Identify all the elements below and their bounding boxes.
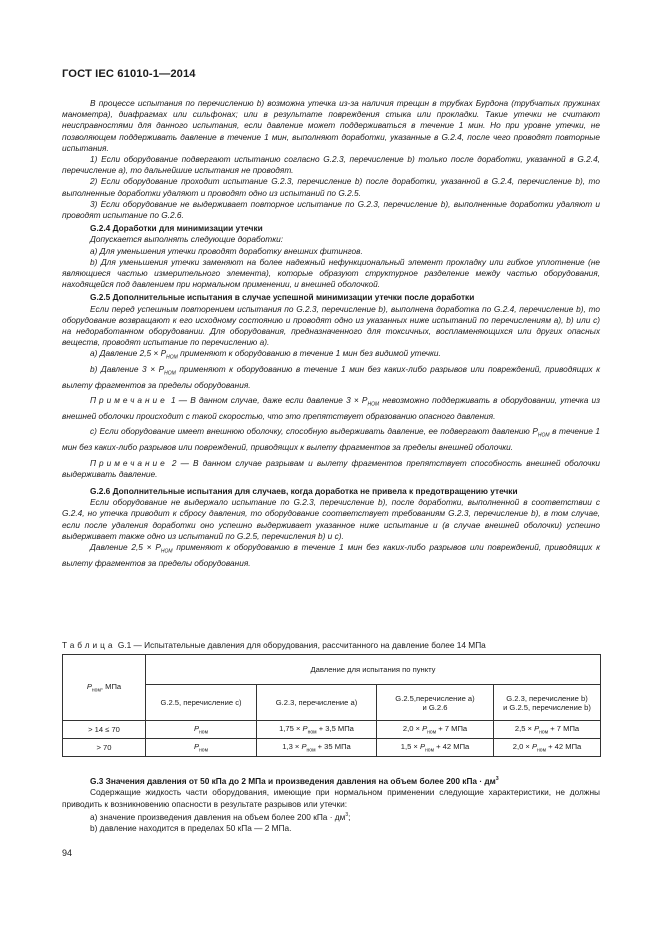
test-pressure-table xyxy=(62,654,601,757)
table-header-col-4: G.2.3, перечисление b) и G.2.5, перечисление b) xyxy=(494,685,601,721)
heading-g-2-5: G.2.5 Дополнительные испытания в случае успешной минимизации утечки после доработки xyxy=(90,292,475,303)
table-header-col-2: G.2.3, перечисление а) xyxy=(257,685,377,721)
paragraph-mod-b: b) Для уменьшения утечки заменяют на более надежный нефункциональный элемент прокладку или гибкое уплотнение (не являющиеся частью измерительного элемента), которые образуют структурное разделение между частью оборудования, находящейся под давлением при нормальном применении, и внешней оболочкой. xyxy=(62,256,600,290)
table-cell: $1,5 \times P_{ном} + 42$ МПа xyxy=(377,739,494,757)
paragraph-test-a: а) Давление $2,5 \times P_{НОМ}$ применяют к оборудованию в течение 1 мин без видимой утечки. xyxy=(90,348,441,362)
table-cell-range: > 70 xyxy=(63,739,146,757)
paragraph-allowed-mods: Допускается выполнять следующие доработки: xyxy=(90,234,284,245)
heading-g-2-6: G.2.6 Дополнительные испытания для случаев, когда доработка не привела к предотвращению утечки xyxy=(90,485,518,496)
document-header-title: ГОСТ IEC 61010-1—2014 xyxy=(62,68,196,80)
paragraph-g-2-5-intro: Если перед успешным повторением испытания по G.2.3, перечисление b), выполнена доработка по G.2.4, перечисление b), то оборудование возвращают к его исходному состоянию и проводят одно из указанных ниже испытаний по перечислениям а), b) или с) на недоработанном оборудовании. Для оборудования, предназначенного для токсичных, воспламеняющихся или других опасных веществ, проводят испытание по перечислению а). xyxy=(62,303,600,348)
paragraph-case-3: 3) Если оборудование не выдерживает повторное испытание по G.2.3, перечисление b), выполненные доработки удаляют и проводят испытание по G.2.6. xyxy=(62,198,600,221)
paragraph-g-2-6-pressure: Давление $2,5 \times P_{НОМ}$ применяют к оборудованию в течение 1 мин без каких-либо разрывов или повреждений, приводящих к вылету фрагментов за пределы оборудования. xyxy=(62,541,601,568)
section-g-3 xyxy=(62,772,600,835)
table-row xyxy=(63,721,601,739)
page-number: 94 xyxy=(62,848,73,858)
table-header-col-1: G.2.5, перечисление с) xyxy=(146,685,257,721)
table-cell: $1,3 \times P_{ном} + 35$ МПа xyxy=(257,739,377,757)
paragraph-test-c: с) Если оборудование имеет внешнюю оболочку, способную выдерживать давление, ее подвергают давлению $P_{НОМ}$ в течение 1 мин без каких-либо разрывов или повреждений, приводящих к вылету фрагментов за пределы внешней оболочки. xyxy=(62,426,600,453)
paragraph-g-2-6-intro: Если оборудование не выдержало испытание по G.2.3, перечисление b), после доработки, выполненной в соответствии с G.2.4, но утечка приводит к сбросу давления, то оборудование соответствует требованиям G.2.3, перечисление b), в том случае, если после удаления доработки оно успешно выдерживает указанное ниже испытание и (в случае внешней оболочки) успешно выдерживает также одно из испытаний по G.2.5, перечисления b) и с). xyxy=(62,497,600,541)
note-1: Примечание 1 — В данном случае, даже если давление $3 \times P_{НОМ}$ невозможно поддерживать в оборудовании, утечка из внешней оболочки происходит с такой скоростью, что это препятствует образованию опасного давления. xyxy=(62,395,600,422)
paragraph-test-b: b) Давление $3 \times P_{НОМ}$ применяют к оборудованию в течение 1 мин без каких-либо разрывов или повреждений, приводящих к вылету фрагментов за пределы оборудования. xyxy=(62,364,600,391)
paragraph-case-1: 1) Если оборудование подвергают испытанию согласно G.2.3, перечисление b) только после доработки, указанной в G.2.4, перечисление а), то дальнейшие испытания не проводят. xyxy=(62,154,600,176)
table-cell: $2,5 \times P_{ном} + 7$ МПа xyxy=(494,721,601,739)
paragraph-g-3-a: а) значение произведения давления на объем более 200 кПа · $дм^3$; xyxy=(90,811,351,822)
paragraph-g-3-intro: Содержащие жидкость части оборудования, имеющие при нормальном применении следующие характеристики, не должны приводить к возникновению опасности в результате разрывов или утечки: xyxy=(62,787,600,809)
paragraph-leak-intro: В процессе испытания по перечислению b) возможна утечка из-за наличия трещин в трубках Бурдона (трубчатых пружинах манометра), диафрагмах или сильфонах; или в результате повреждения стыка или прокладки. Такие утечки не считают неисправностями для данного испытания, если давление может поддерживаться в течение 1 мин. Но при уровне утечки, не позволяющем поддерживать давление в течение 1 мин, выполняют доработки, указанные в G.2.4, после чего проводят повторные испытания. xyxy=(62,98,600,153)
table-cell: $P_{ном}$ xyxy=(146,721,257,739)
table-cell: $2,0 \times P_{ном} + 7$ МПа xyxy=(377,721,494,739)
note-2: Примечание 2 — В данном случае разрывам и вылету фрагментов препятствует способность внешней оболочки выдерживать давление. xyxy=(62,457,600,479)
table-header-pnom: $P_{ном}$, МПа xyxy=(63,655,146,721)
table-cell: $2,0 \times P_{ном} + 42$ МПа xyxy=(494,739,601,757)
table-caption: Таблица G.1 — Испытательные давления для оборудования, рассчитанного на давление более 14 МПа xyxy=(62,640,486,650)
table-cell: $P_{ном}$ xyxy=(146,739,257,757)
paragraph-g-3-b: b) давление находится в пределах 50 кПа — 2 МПа. xyxy=(90,823,292,834)
document-body xyxy=(62,98,600,569)
table-cell-range: > 14 ≤ 70 xyxy=(63,721,146,739)
paragraph-mod-a: а) Для уменьшения утечки проводят доработку внешних фитингов. xyxy=(90,245,363,256)
table-row xyxy=(63,739,601,757)
table-header-group: Давление для испытания по пункту xyxy=(146,655,601,685)
heading-g-3: G.3 Значения давления от 50 кПа до 2 МПа и произведения давления на объем более 200 кПа · $дм^3$ xyxy=(90,775,499,786)
table-header-col-3: G.2.5,перечисление а) и G.2.6 xyxy=(377,685,494,721)
paragraph-case-2: 2) Если оборудование проходит испытание G.2.3, перечисление b) после доработки, указанной в G.2.4, перечисление b), то выполненные доработки удаляют и проводят одно из испытаний по G.2.5. xyxy=(62,176,600,198)
table-cell: $1,75 \times P_{ном} + 3,5$ МПа xyxy=(257,721,377,739)
heading-g-2-4: G.2.4 Доработки для минимизации утечки xyxy=(90,223,263,234)
